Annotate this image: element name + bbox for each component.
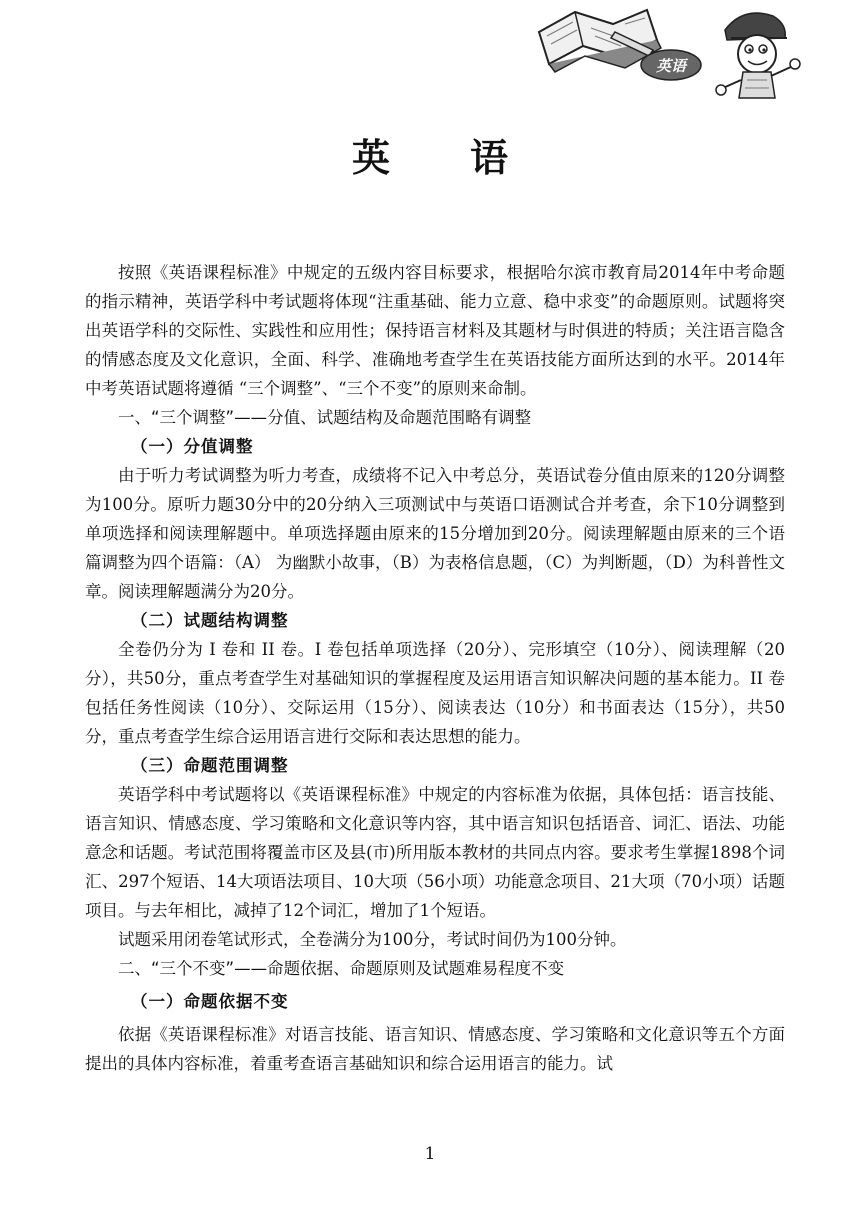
- subsection-heading-1-3: （三）命题范围调整: [131, 756, 289, 775]
- subsection-body-1-1: 由于听力考试调整为听力考查，成绩将不记入中考总分，英语试卷分值由原来的120分调整为100分。原听力题30分中的20分纳入三项测试中与英语口语测试合并考查，余下10分调整到单项选择和阅读理解题中。单项选择题由原来的15分增加到20分。阅读理解题由原来的三个语篇调整为四个语篇：（A） 为幽默小故事，（B）为表格信息题，（C）为判断题，（D）为科普性文章。阅读理解题满分为20分。: [85, 466, 785, 601]
- subsection-body-1-2: 全卷仍分为 I 卷和 II 卷。I 卷包括单项选择（20分）、完形填空（10分）、阅读理解（20分），共50分，重点考查学生对基础知识的掌握程度及运用语言知识解决问题的基本能力。II 卷包括任务性阅读（10分）、交际运用（15分）、阅读表达（10分）和书面表达（15分），共50分，重点考查学生综合运用语言进行交际和表达思想的能力。: [85, 640, 785, 746]
- subsection-heading-1-2: （二）试题结构调整: [131, 611, 289, 630]
- subsection-body-2-1: 依据《英语课程标准》对语言技能、语言知识、情感态度、学习策略和文化意识等五个方面提出的具体内容标准，着重考查语言基础知识和综合运用语言的能力。试: [85, 1025, 785, 1073]
- section-heading-1: 一、“三个调整”——分值、试题结构及命题范围略有调整: [118, 408, 532, 427]
- page-title: 英语: [351, 136, 588, 180]
- intro-paragraph: 按照《英语课程标准》中规定的五级内容目标要求，根据哈尔滨市教育局2014年中考命题的指示精神，英语学科中考试题将体现“注重基础、能力立意、稳中求变”的命题原则。试题将突出英语学科的交际性、实践性和应用性；保持语言材料及其题材与时俱进的特质；关注语言隐含的情感态度及文化意识，全面、科学、准确地考查学生在英语技能方面所达到的水平。2014年中考英语试题将遵循 “三个调整”、“三个不变”的原则来命制。: [85, 263, 785, 398]
- document-body: [85, 258, 785, 1078]
- subject-badge: [641, 50, 701, 80]
- section-heading-2: 二、“三个不变”——命题依据、命题原则及试题难易程度不变: [118, 959, 565, 978]
- subsection-body-1-3: 英语学科中考试题将以《英语课程标准》中规定的内容标准为依据，具体包括：语言技能、语言知识、情感态度、学习策略和文化意识等内容，其中语言知识包括语音、词汇、语法、功能意念和话题。考试范围将覆盖市区及县(市)所用版本教材的共同点内容。要求考生掌握1898个词汇、297个短语、14大项语法项目、10大项（56小项）功能意念项目、21大项（70小项）话题项目。与去年相比，减掉了12个词汇，增加了1个短语。: [85, 785, 785, 920]
- header-illustration: [535, 2, 805, 102]
- badge-label: 英语: [655, 57, 687, 75]
- subsection-heading-1-1: （一）分值调整: [131, 437, 254, 456]
- subsection-heading-2-1: （一）命题依据不变: [131, 992, 289, 1011]
- page-number: 1: [424, 1144, 436, 1164]
- subsection-body-1-3-exam-form: 试题采用闭卷笔试形式，全卷满分为100分，考试时间仍为100分钟。: [118, 930, 627, 949]
- cartoon-boy-icon: [716, 13, 800, 98]
